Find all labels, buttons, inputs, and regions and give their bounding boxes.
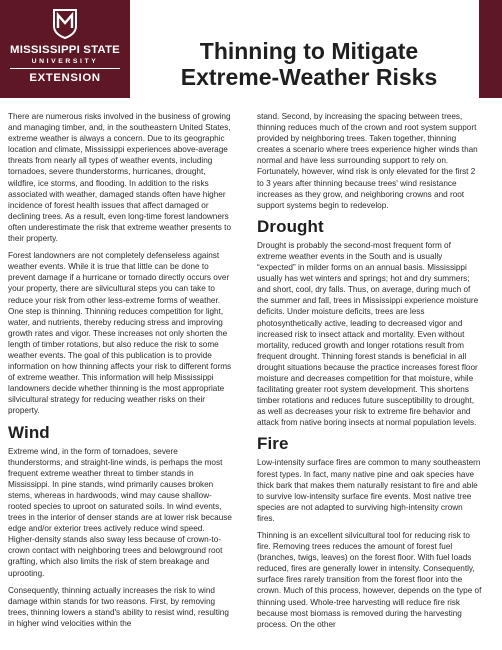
page-title	[150, 38, 468, 90]
title-line-2: Extreme-Weather Risks	[180, 64, 438, 90]
wind-paragraph-2: Consequently, thinning actually increases the risk to wind damage within stands for two reasons. First, by removing trees, thinning lowers a stand's ability to resist wind, resulting in higher wind velocities within the	[8, 585, 229, 628]
header-accent-bar	[479, 0, 502, 98]
intro-paragraph-2: Forest landowners are not completely defenseless against weather events. While it is true that little can be done to prevent damage if a hurricane or tornado directly occurs over your property, there are silvicultural steps you can take to reduce your risk from other less-extreme forms of weather. One step is thinning. Thinning reduces competition for light, water, and nutrients, thereby reducing stress and improving growth rates and vigor. These increases not only shorten the length of timber rotations, but also reduce the risk to some weather events. The goal of this publication is to provide information on how thinning affects your risk to different forms of extreme weather. This information will help Mississippi landowners decide whether thinning is the most appropriate silvicultural strategy for reducing weather risks on their property.	[8, 251, 232, 416]
logo-extension-word: EXTENSION	[29, 72, 101, 84]
logo-university-name: MISSISSIPPI STATE	[10, 44, 120, 56]
wind-paragraph-1: Extreme wind, in the form of tornadoes, severe thunderstorms, and straight-line winds, is perhaps the most frequent extreme weather threat to timber stands in Mississippi. In pine stands, wind primarily causes broken stems, whereas in hardwoods, wind may cause shallow-rooted species to uproot on saturated soils. In wind events, trees in the interior of denser stands are at lower risk because edge and/or exterior trees actively reduce wind speed. Higher-density stands also sway less because of crown-to-crown contact with neighboring trees and belowground root grafting, which also limits the risk of stem breakage and uprooting.	[8, 446, 232, 578]
msu-logo-mark-icon	[48, 6, 82, 40]
logo-university-word: UNIVERSITY	[31, 58, 99, 65]
drought-paragraph-1: Drought is probably the second-most frequent form of extreme weather events in the South and is usually “expected” in milder forms on an annual basis. Mississippi usually has wet winters and springs; hot and dry summers; and short, cool, dry falls. Thus, on average, during much of the summer and fall, trees in Mississippi experience moisture deficits. Under moisture deficits, trees are less photosynthetically active, leading to decreased vigor and increased risk to insect attack and mortality. Even without mortality, reduced growth and longer rotations result from frequent drought. Thinning forest stands is beneficial in all drought situations because the practice increases forest floor moisture and decreases competition for that moisture, while facilitating greater root system development. This shortens timber rotations and reduces future susceptibility to drought, as well as decreases your risk to extreme fire behavior and attack from native boring insects at normal population levels.	[257, 240, 479, 428]
fire-paragraph-1: Low-intensity surface fires are common to many southeastern forest types. In fact, many native pine and oak species have thick bark that makes them naturally resistant to fire and able to survive low-intensity surface fire events. Most native tree species are not adapted to surviving high-intensity crown fires.	[257, 458, 481, 523]
right-column	[257, 111, 482, 636]
wind-paragraph-continued: stand. Second, by increasing the spacing between trees, thinning reduces much of the crown and root system support provided by neighboring trees. Taken together, thinning creates a scenario where trees experience higher winds than normal and have less surrounding support to rely on. Fortunately, however, wind risk is only elevated for the first 2 to 3 years after thinning because trees' wind resistance increases as they grow, and neighboring crowns and root support systems begin to redevelop.	[257, 112, 478, 210]
wind-heading: Wind	[8, 422, 50, 442]
fire-paragraph-2: Thinning is an excellent silvicultural tool for reducing risk to fire. Removing trees reduces the amount of forest fuel (branches, twigs, leaves) on the forest floor. With fuel loads reduced, fires are generally lower in intensity. Consequently, surface fires rarely transition from the forest floor into the crown. Much of this process, however, depends on the type of thinning used. Whole-tree harvesting will reduce fire risk because most biomass is removed during the harvesting process. On the other	[257, 531, 482, 629]
intro-paragraph-1: There are numerous risks involved in the business of growing and managing timber, and, in the southeastern United States, extreme weather is always a concern. Due to its geographic location and climate, Mississippi experiences above-average threats from nearly all types of weather events, including tornadoes, severe thunderstorms, hurricanes, drought, wildfire, ice storms, and flooding. In addition to the risks associated with weather, damaged stands often have higher incidence of forest health issues that affect damaged or declining trees. As a result, even long-time forest landowners often underestimate the risk that extreme weather presents to their property.	[8, 112, 231, 244]
left-column	[8, 111, 233, 635]
fire-heading: Fire	[257, 434, 289, 454]
title-line-1: Thinning to Mitigate	[199, 38, 419, 64]
msu-extension-logo	[0, 0, 130, 98]
drought-heading: Drought	[257, 216, 324, 236]
logo-divider	[10, 68, 120, 69]
